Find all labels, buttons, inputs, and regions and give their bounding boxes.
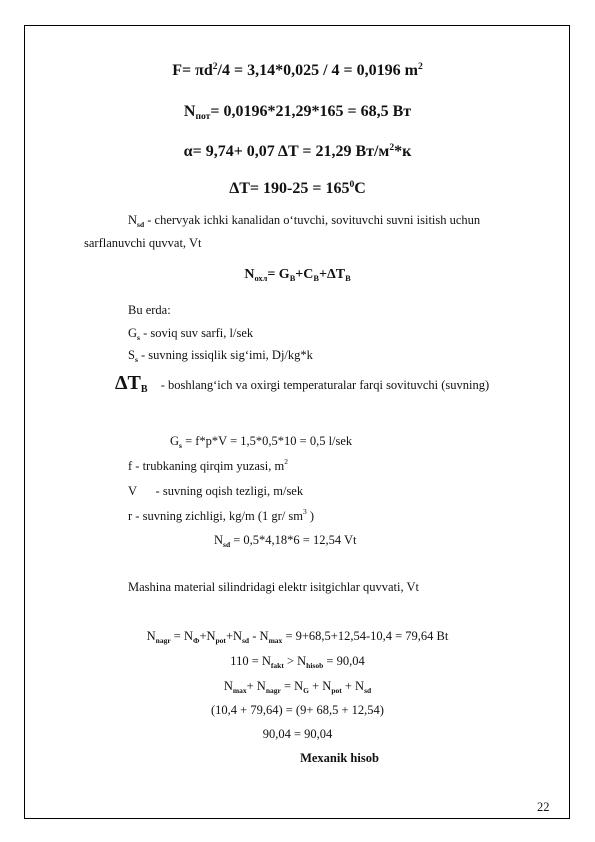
nsd-description-line1: $N_{sd}$ - chervyak ichki kanalidan o‘tuvchi, sovituvchi suvni isitish uchun [128,213,481,229]
nsd-formula: $N_{sd} = 0,5*4,18*6 = 12,54$ Vt [214,533,357,549]
equation-alpha: α= 9,74+ 0,07 ΔT = 21,29 $Вт/м^2*к$ [183,142,412,160]
equation-area: $F= \pi d^2/4 = 3,14*0,025 / 4 = 0,0196$ $m^2$ [172,61,423,79]
delta-t-definition: $\Delta T_B$ - boshlang‘ich va oxirgi temperaturalar farqi sovituvchi (suvning) [115,372,490,395]
nagr-equation: $N_{nagr} = N_Ф+N_{pot}+N_{sd} - N_{max} = 9+68,5+12,54-10,4 = 79,64$ Вt [146,629,449,645]
result-line: 90,04 = 90,04 [262,727,333,741]
page-number: 22 [537,800,550,814]
formula-n-cooling: $N_{охл}= G_В+C_В+\Delta T_В$ [244,267,351,283]
mashina-paragraph: Mashina material silindridagi elektr isitgichlar quvvati, Vt [128,580,420,594]
gs-definition: $G_s$ - soviq suv sarfi, l/sek [128,326,254,342]
r-definition: r - suvning zichligi, kg/m (1 gr/ $sm^3$ ) [128,507,315,523]
nsd-description-line2: sarflanuvchi quvvat, Vt [84,236,202,250]
v-definition: V - suvning oqish tezligi, m/sek [128,484,304,498]
inequality-equation: $110 = N_{fakt} > N_{hisob} = 90,04$ [230,654,365,670]
f-definition: f - trubkaning qirqim yuzasi, $m^2$ [128,457,288,473]
bu-erda-label: Bu erda: [128,303,171,317]
balance-equation: $N_{max}+ N_{nagr} = N_G + N_{pot} + N_{sd}$ [223,679,372,695]
numeric-check: (10,4 + 79,64) = (9+ 68,5 + 12,54) [211,703,384,717]
equation-delta-t: $\Delta T= 190-25 = 165^0C$ [229,179,366,197]
gs-formula: $G_s = f*p*V = 1,5*0,5*10 = 0,5$ l/sek [170,434,353,450]
ss-definition: $S_s$ - suvning issiqlik sig‘imi, Dj/kg*k [128,348,313,364]
section-heading: Mexanik hisob [300,751,379,765]
equation-power: $N_{пот}= 0,0196*21,29*165 = 68,5$ Вт [183,103,412,122]
